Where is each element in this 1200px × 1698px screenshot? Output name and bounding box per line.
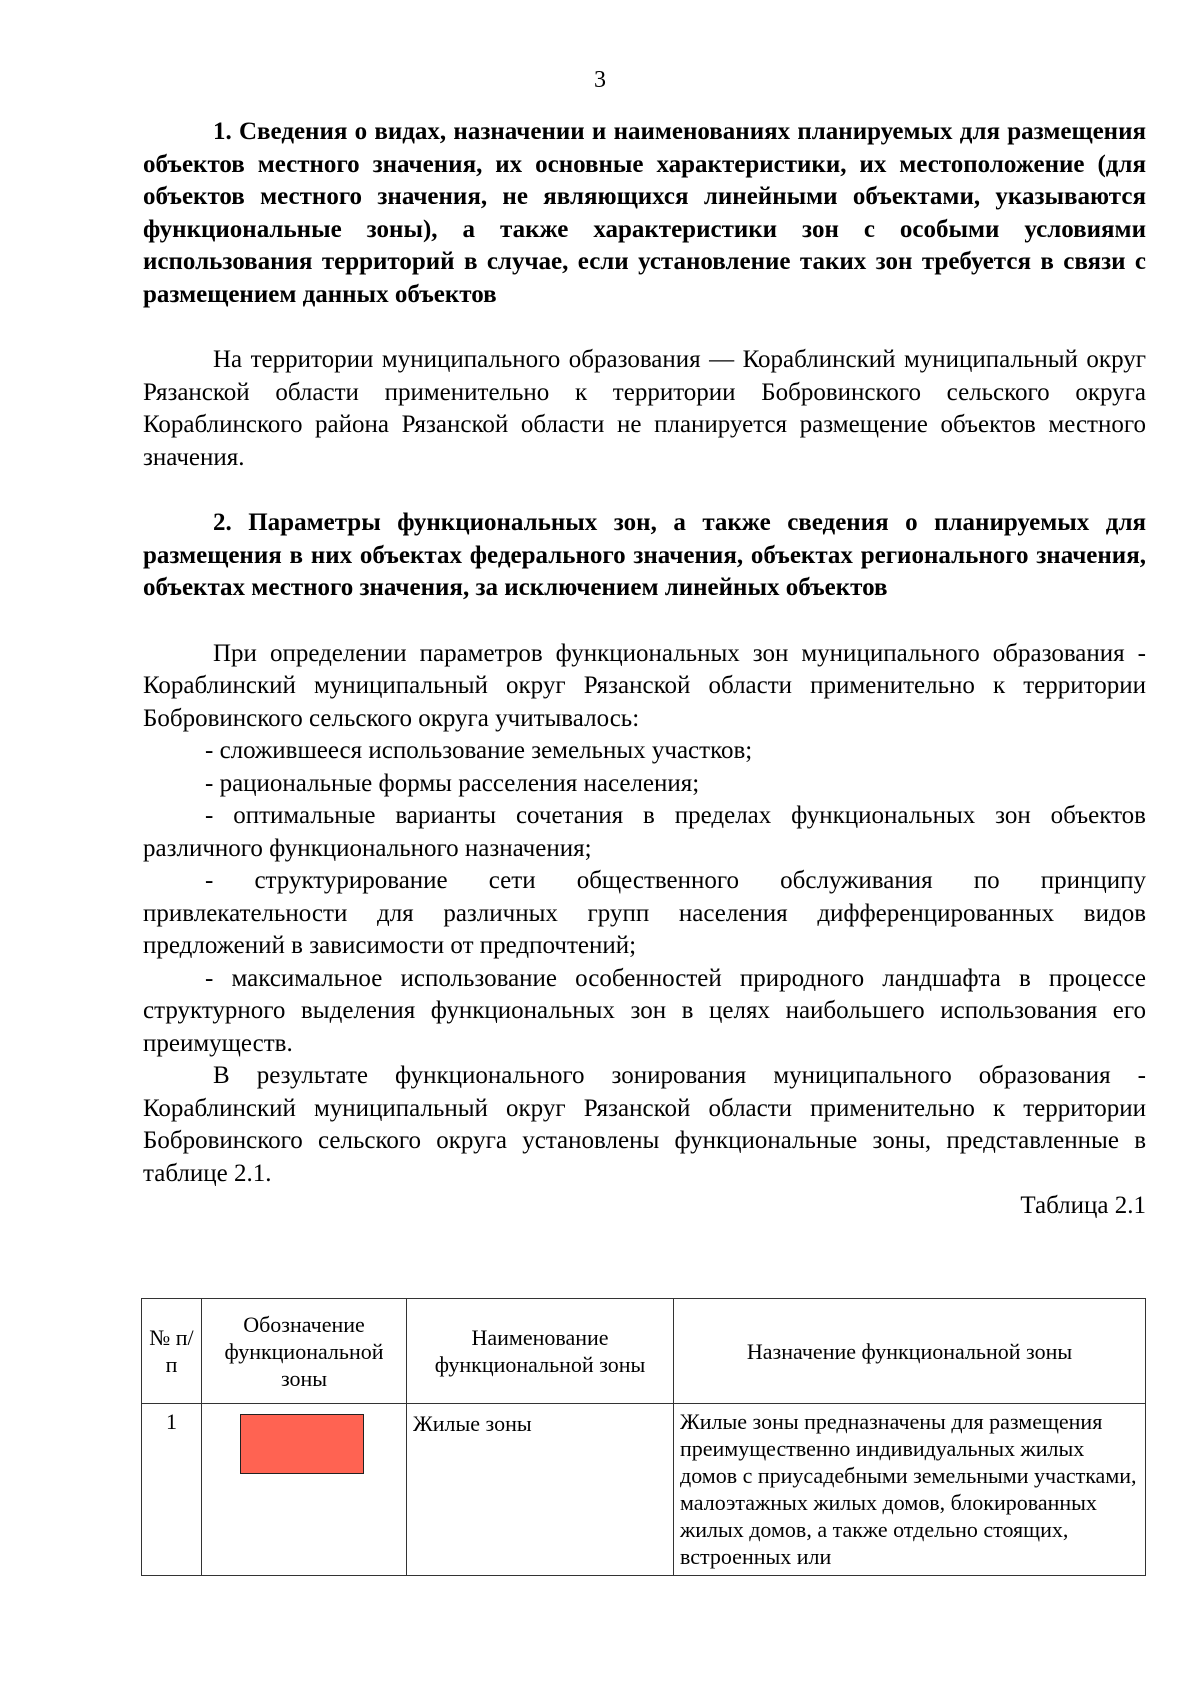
row-zone-name: Жилые зоны [407,1404,674,1576]
row-num: 1 [142,1404,202,1576]
page-number: 3 [594,67,606,93]
section-1-paragraph: На территории муниципального образования — Кораблинский муниципальный округ Рязанской области применительно к территории Бобровинского сельского округа Кораблинского района Рязанской области не планируется размещение объектов местного значения. [143,346,1146,471]
criteria-list-item: - максимальное использование особенностей природного ландшафта в процессе структурного выделения функциональных зон в целях наибольшего использования его преимуществ. [143,964,1146,1057]
table-caption: Таблица 2.1 [1020,1192,1146,1219]
section-2-conclusion: В результате функционального зонирования муниципального образования - Кораблинский муниципальный округ Рязанской области применительно к территории Бобровинского сельского округа установлены функциональные зоны, представленные в таблице 2.1. [143,1062,1146,1187]
row-symbol-cell [202,1404,407,1576]
section-2-heading: 2. Параметры функциональных зон, а также сведения о планируемых для размещения в них объектах федерального значения, объектах регионального значения, объектах местного значения, за исключением линейных объектов [143,509,1146,601]
section-2-intro: При определении параметров функциональных зон муниципального образования - Кораблинский муниципальный округ Рязанской области применительно к территории Бобровинского сельского округа учитывалось: [143,639,1146,732]
header-name: Наименование функциональной зоны [407,1299,674,1404]
header-symbol: Обозначение функциональной зоны [202,1299,407,1404]
header-purpose: Назначение функциональной зоны [674,1299,1146,1404]
functional-zones-table [141,1298,1146,1576]
document-body [143,116,1146,1222]
table-header-row [142,1299,1146,1404]
criteria-list-item: - рациональные формы расселения населения; [205,769,700,797]
criteria-list-item: - сложившееся использование земельных участков; [205,737,753,764]
row-zone-purpose: Жилые зоны предназначены для размещения преимущественно индивидуальных жилых домов с приусадебными земельными участками, малоэтажных жилых домов, блокированных жилых домов, а также отдельно стоящих, встроенных или [674,1404,1146,1576]
criteria-list-item: - оптимальные варианты сочетания в пределах функциональных зон объектов различного функционального назначения; [143,802,1146,862]
section-1-heading: 1. Сведения о видах, назначении и наименованиях планируемых для размещения объектов местного значения, их основные характеристики, их местоположение (для объектов местного значения, не являющихся линейными объектами, указываются функциональные зоны), а также характеристики зон с особыми условиями использования территорий в случае, если установление таких зон требуется в связи с размещением данных объектов [143,118,1146,308]
table-row [142,1404,1146,1576]
header-num: № п/п [142,1299,202,1404]
zone-color-swatch [240,1414,364,1474]
criteria-list-item: - структурирование сети общественного обслуживания по принципу привлекательности для различных групп населения дифференцированных видов предложений в зависимости от предпочтений; [143,867,1146,959]
